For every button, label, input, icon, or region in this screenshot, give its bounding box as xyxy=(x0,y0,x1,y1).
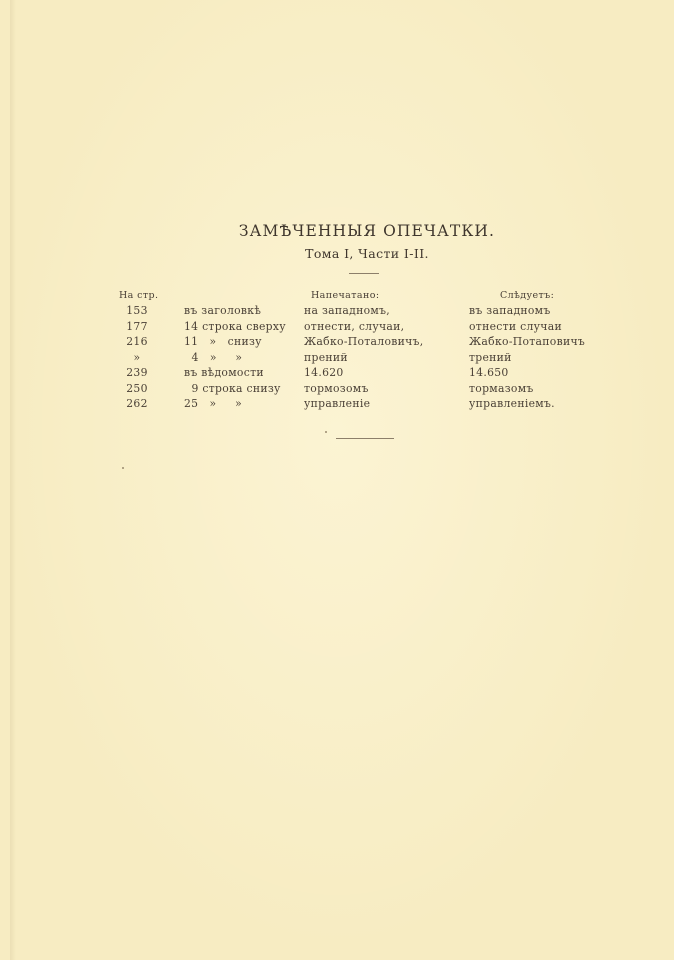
ink-speck xyxy=(325,431,327,433)
title-divider xyxy=(349,273,379,274)
header-should: Слѣдуетъ: xyxy=(500,290,555,301)
cell-should: въ западномъ xyxy=(469,304,551,317)
ink-speck xyxy=(122,467,124,469)
cell-location: 9 строка снизу xyxy=(184,381,281,395)
cell-printed: отнести, случаи, xyxy=(304,319,405,333)
cell-location: 14 строка сверху xyxy=(184,319,286,333)
table-row xyxy=(0,351,674,367)
table-row xyxy=(0,366,674,382)
cell-printed: на западномъ, xyxy=(304,304,390,317)
cell-should: трений xyxy=(469,350,512,364)
cell-printed: тормозомъ xyxy=(304,381,369,395)
header-printed: Напечатано: xyxy=(311,290,380,301)
end-divider xyxy=(336,438,394,439)
cell-page: 262 xyxy=(126,397,148,410)
table-row xyxy=(0,335,674,351)
cell-location: 25 » » xyxy=(184,397,243,410)
cell-location: въ вѣдомости xyxy=(184,366,264,379)
cell-page: 177 xyxy=(126,319,148,333)
cell-location: 4 » » xyxy=(184,350,243,364)
table-row xyxy=(0,397,674,413)
cell-location: 11 » снизу xyxy=(184,335,262,348)
errata-table xyxy=(0,304,674,413)
cell-page: 216 xyxy=(126,335,148,348)
cell-printed: прений xyxy=(304,350,348,364)
cell-printed: Жабко-Поталовичъ, xyxy=(304,335,424,348)
cell-should: Жабко-Потаповичъ xyxy=(469,335,586,348)
header-page: На стр. xyxy=(119,290,159,301)
cell-should: управленіемъ. xyxy=(469,397,555,410)
cell-printed: управленіе xyxy=(304,397,371,410)
cell-should: отнести случаи xyxy=(469,319,562,333)
table-row xyxy=(0,304,674,320)
table-row xyxy=(0,320,674,336)
cell-should: тормазомъ xyxy=(469,381,534,395)
cell-page: 250 xyxy=(126,381,148,395)
page-title: ЗАМѢЧЕННЫЯ ОПЕЧАТКИ. xyxy=(238,222,496,240)
cell-should: 14.650 xyxy=(469,366,509,379)
cell-page: 239 xyxy=(126,366,148,379)
table-row xyxy=(0,382,674,398)
cell-printed: 14.620 xyxy=(304,366,344,379)
page-subtitle: Тома I, Части I-II. xyxy=(305,246,429,261)
cell-page: 153 xyxy=(126,304,148,317)
cell-location: въ заголовкѣ xyxy=(184,304,262,317)
cell-page: » xyxy=(133,350,141,364)
page-fold-shadow xyxy=(10,0,16,960)
